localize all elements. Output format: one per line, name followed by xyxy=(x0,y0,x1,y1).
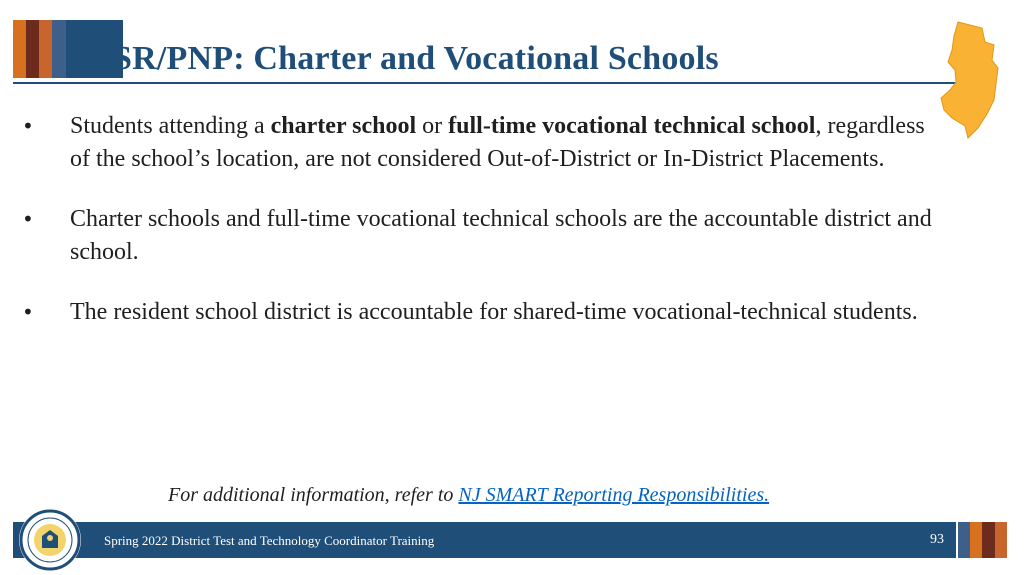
bullet-marker: • xyxy=(22,300,34,324)
bullet-list xyxy=(18,110,938,356)
new-jersey-map-icon xyxy=(938,18,1008,140)
department-of-education-seal xyxy=(18,508,82,572)
additional-info-note: For additional information, refer to NJ SMART Reporting Responsibilities. xyxy=(168,484,770,506)
stripe-brown xyxy=(982,522,995,558)
bullet-marker: • xyxy=(22,207,34,231)
stripe-rust xyxy=(39,20,52,78)
footer-training-name: Spring 2022 District Test and Technology Coordinator Training xyxy=(104,533,435,548)
nj-smart-reporting-link[interactable]: NJ SMART Reporting Responsibilities. xyxy=(458,484,770,506)
header-color-stripes xyxy=(13,20,123,78)
bullet-text: Charter schools and full-time vocational technical schools are the accountable district and school. xyxy=(70,206,932,265)
bullet-text: Students attending a charter school or full-time vocational technical school, regardless of the school’s location, are not considered Out-of-District or In-District Placements. xyxy=(70,113,925,172)
stripe-orange xyxy=(13,20,26,78)
stripe-steel-blue xyxy=(958,522,970,558)
bullet-item xyxy=(18,296,938,329)
bullet-item xyxy=(18,110,938,176)
title-underline xyxy=(13,82,963,84)
bullet-item xyxy=(18,203,938,269)
stripe-orange xyxy=(970,522,982,558)
footer-color-stripes xyxy=(958,522,1007,558)
page-number: 93 xyxy=(930,532,944,547)
stripe-brown xyxy=(26,20,39,78)
slide-title: SR/PNP: Charter and Vocational Schools xyxy=(113,40,719,77)
bullet-text: The resident school district is accountable for shared-time vocational-technical students. xyxy=(70,299,918,325)
bullet-marker: • xyxy=(22,114,34,138)
stripe-rust xyxy=(995,522,1007,558)
stripe-steel-blue xyxy=(52,20,66,78)
